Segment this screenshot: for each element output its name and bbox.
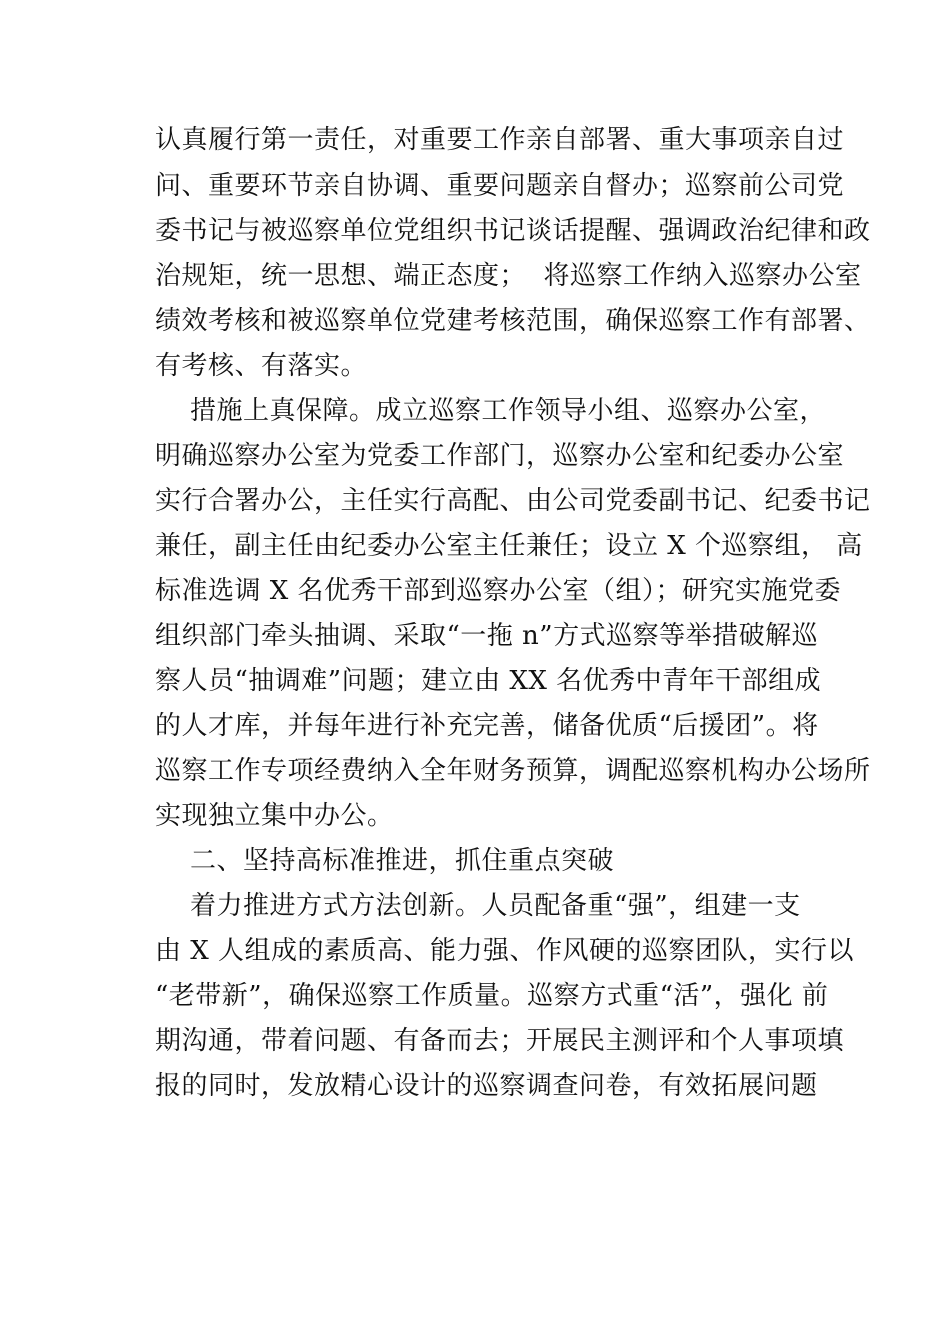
text-line: 认真履行第一责任，对重要工作亲自部署、重大事项亲自过 <box>155 125 845 155</box>
text-line: 实现独立集中办公。 <box>155 801 394 831</box>
paragraph-start-line: 着力推进方式方法创新。人员配备重“强”，组建一支 <box>155 891 801 921</box>
paragraph-start-line: 措施上真保障。成立巡察工作领导小组、巡察办公室， <box>155 396 827 426</box>
text-line: 标准选调 X 名优秀干部到巡察办公室（组）；研究实施党委 <box>155 576 842 606</box>
text-line: 巡察工作专项经费纳入全年财务预算，调配巡察机构办公场所 <box>155 756 871 786</box>
text-line: 组织部门牵头抽调、采取“一拖 n”方式巡察等举措破解巡 <box>155 621 819 651</box>
text-line: 有考核、有落实。 <box>155 351 368 381</box>
text-line: 的人才库，并每年进行补充完善，储备优质“后援团”。将 <box>155 711 819 741</box>
text-line: 察人员“抽调难”问题；建立由 XX 名优秀中青年干部组成 <box>155 666 822 696</box>
text-line: 明确巡察办公室为党委工作部门，巡察办公室和纪委办公室 <box>155 441 845 471</box>
text-line: 报的同时，发放精心设计的巡察调查问卷，有效拓展问题 <box>155 1071 818 1101</box>
section-heading: 二、坚持高标准推进，抓住重点突破 <box>155 846 615 876</box>
text-line: 兼任，副主任由纪委办公室主任兼任；设立 X 个巡察组， 高 <box>155 531 863 561</box>
text-line: 绩效考核和被巡察单位党建考核范围，确保巡察工作有部署、 <box>155 306 871 336</box>
text-line: 委书记与被巡察单位党组织书记谈话提醒、强调政治纪律和政 <box>155 216 871 246</box>
text-line: 治规矩，统一思想、端正态度； 将巡察工作纳入巡察办公室 <box>155 261 862 291</box>
text-line: 期沟通，带着问题、有备而去；开展民主测评和个人事项填 <box>155 1026 845 1056</box>
text-line: 问、重要环节亲自协调、重要问题亲自督办；巡察前公司党 <box>155 171 845 201</box>
text-line: 实行合署办公，主任实行高配、由公司党委副书记、纪委书记 <box>155 486 871 516</box>
text-line: 由 X 人组成的素质高、能力强、作风硬的巡察团队，实行以 <box>155 936 855 966</box>
text-line: “老带新”，确保巡察工作质量。巡察方式重“活”，强化 前 <box>155 981 829 1011</box>
